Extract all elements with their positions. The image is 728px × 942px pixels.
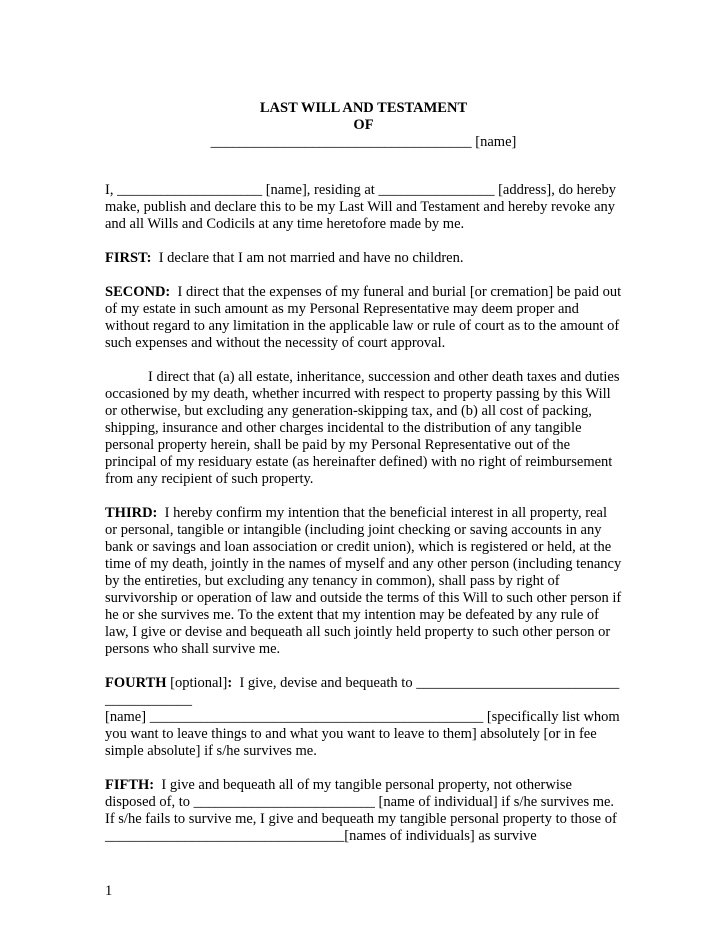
article-first	[105, 250, 622, 267]
testator-name-line	[105, 134, 622, 151]
article-heading: SECOND:	[105, 284, 171, 300]
blank-field: ________________________________________	[105, 675, 620, 708]
article-heading: FOURTH	[105, 675, 167, 691]
article-heading: OF	[353, 117, 374, 133]
title-line-1	[105, 100, 622, 117]
text-run: I direct that the expenses of my funeral and burial [or cremation] be paid out of my estate in such amount as my Personal Representative may deem proper and without regard to any limitation in the applicable law or rule of court as to the amount of such expenses and without the necessity of court approval.	[105, 284, 625, 351]
text-run: [names of individuals] as survive	[344, 828, 537, 844]
text-run: [name of individual] if s/he survives me. If s/he fails to survive me, I give and bequeath my tangible personal property to those of	[105, 794, 622, 827]
blank-field: _________________________________	[105, 828, 345, 844]
text-run: [name], residing at	[262, 182, 379, 198]
text-run: [name]	[471, 134, 517, 150]
page-number: 1	[105, 883, 113, 899]
blank-field: ____________________	[117, 182, 263, 198]
article-fifth	[105, 777, 622, 845]
blank-field: ________________	[378, 182, 495, 198]
article-heading: FIFTH:	[105, 777, 155, 793]
article-fourth-continuation	[105, 709, 622, 760]
text-run: I give and bequeath all of my tangible personal property, not otherwise disposed of, to	[105, 777, 576, 810]
document-body	[105, 100, 625, 862]
blank-field: ______________________________________________	[149, 709, 484, 725]
taxes-direction	[105, 369, 622, 488]
article-heading: FIRST:	[105, 250, 152, 266]
article-second	[105, 284, 625, 352]
text-run: I,	[105, 182, 118, 198]
text-run: I declare that I am not married and have no children.	[151, 250, 464, 266]
blank-field: _________________________	[193, 794, 375, 810]
text-run: I hereby confirm my intention that the beneficial interest in all property, real or personal, tangible or intangible (including joint checking or saving accounts in any bank or savings and loan association or credit union), which is registered or held, at the time of my death, jointly in the names of myself and any other person (including tenancy by the entireties, but excluding any tenancy in common), shall pass by right of survivorship or operation of law and outside the terms of this Will to such other person if he or she survives me. To the extent that my intention may be defeated by any rule of law, I give or devise and bequeath all such jointly held property to such other person or persons who shall survive me.	[105, 505, 625, 657]
article-heading: THIRD:	[105, 505, 158, 521]
text-run: [specifically list whom you want to leave things to and what you want to leave to them] absolutely [or in fee simple absolute] if s/he survives me.	[105, 709, 624, 759]
title-line-2	[105, 117, 622, 134]
blank-field: ____________________________________	[210, 134, 472, 150]
article-heading: LAST WILL AND TESTAMENT	[259, 100, 468, 116]
article-fourth-intro	[105, 675, 622, 709]
text-run: I give, devise and bequeath to	[232, 675, 417, 691]
text-run: [optional]	[166, 675, 228, 691]
article-third	[105, 505, 625, 658]
text-run: [address], do hereby make, publish and declare this to be my Last Will and Testament and hereby revoke any and all Wills and Codicils at any time heretofore made by me.	[105, 182, 620, 232]
article-heading: :	[227, 675, 233, 691]
opening-declaration	[105, 182, 622, 233]
text-run: I direct that (a) all estate, inheritance, succession and other death taxes and duties occasioned by my death, whether incurred with respect to property passing by this Will or otherwise, but excluding any generation-skipping tax, and (b) all cost of packing, shipping, insurance and other charges incidental to the distribution of any tangible personal property herein, shall be paid by my Personal Representative out of the principal of my residuary estate (as hereinafter defined) with no right of reimbursement from any recipient of such property.	[105, 369, 624, 487]
text-run: [name]	[105, 709, 150, 725]
